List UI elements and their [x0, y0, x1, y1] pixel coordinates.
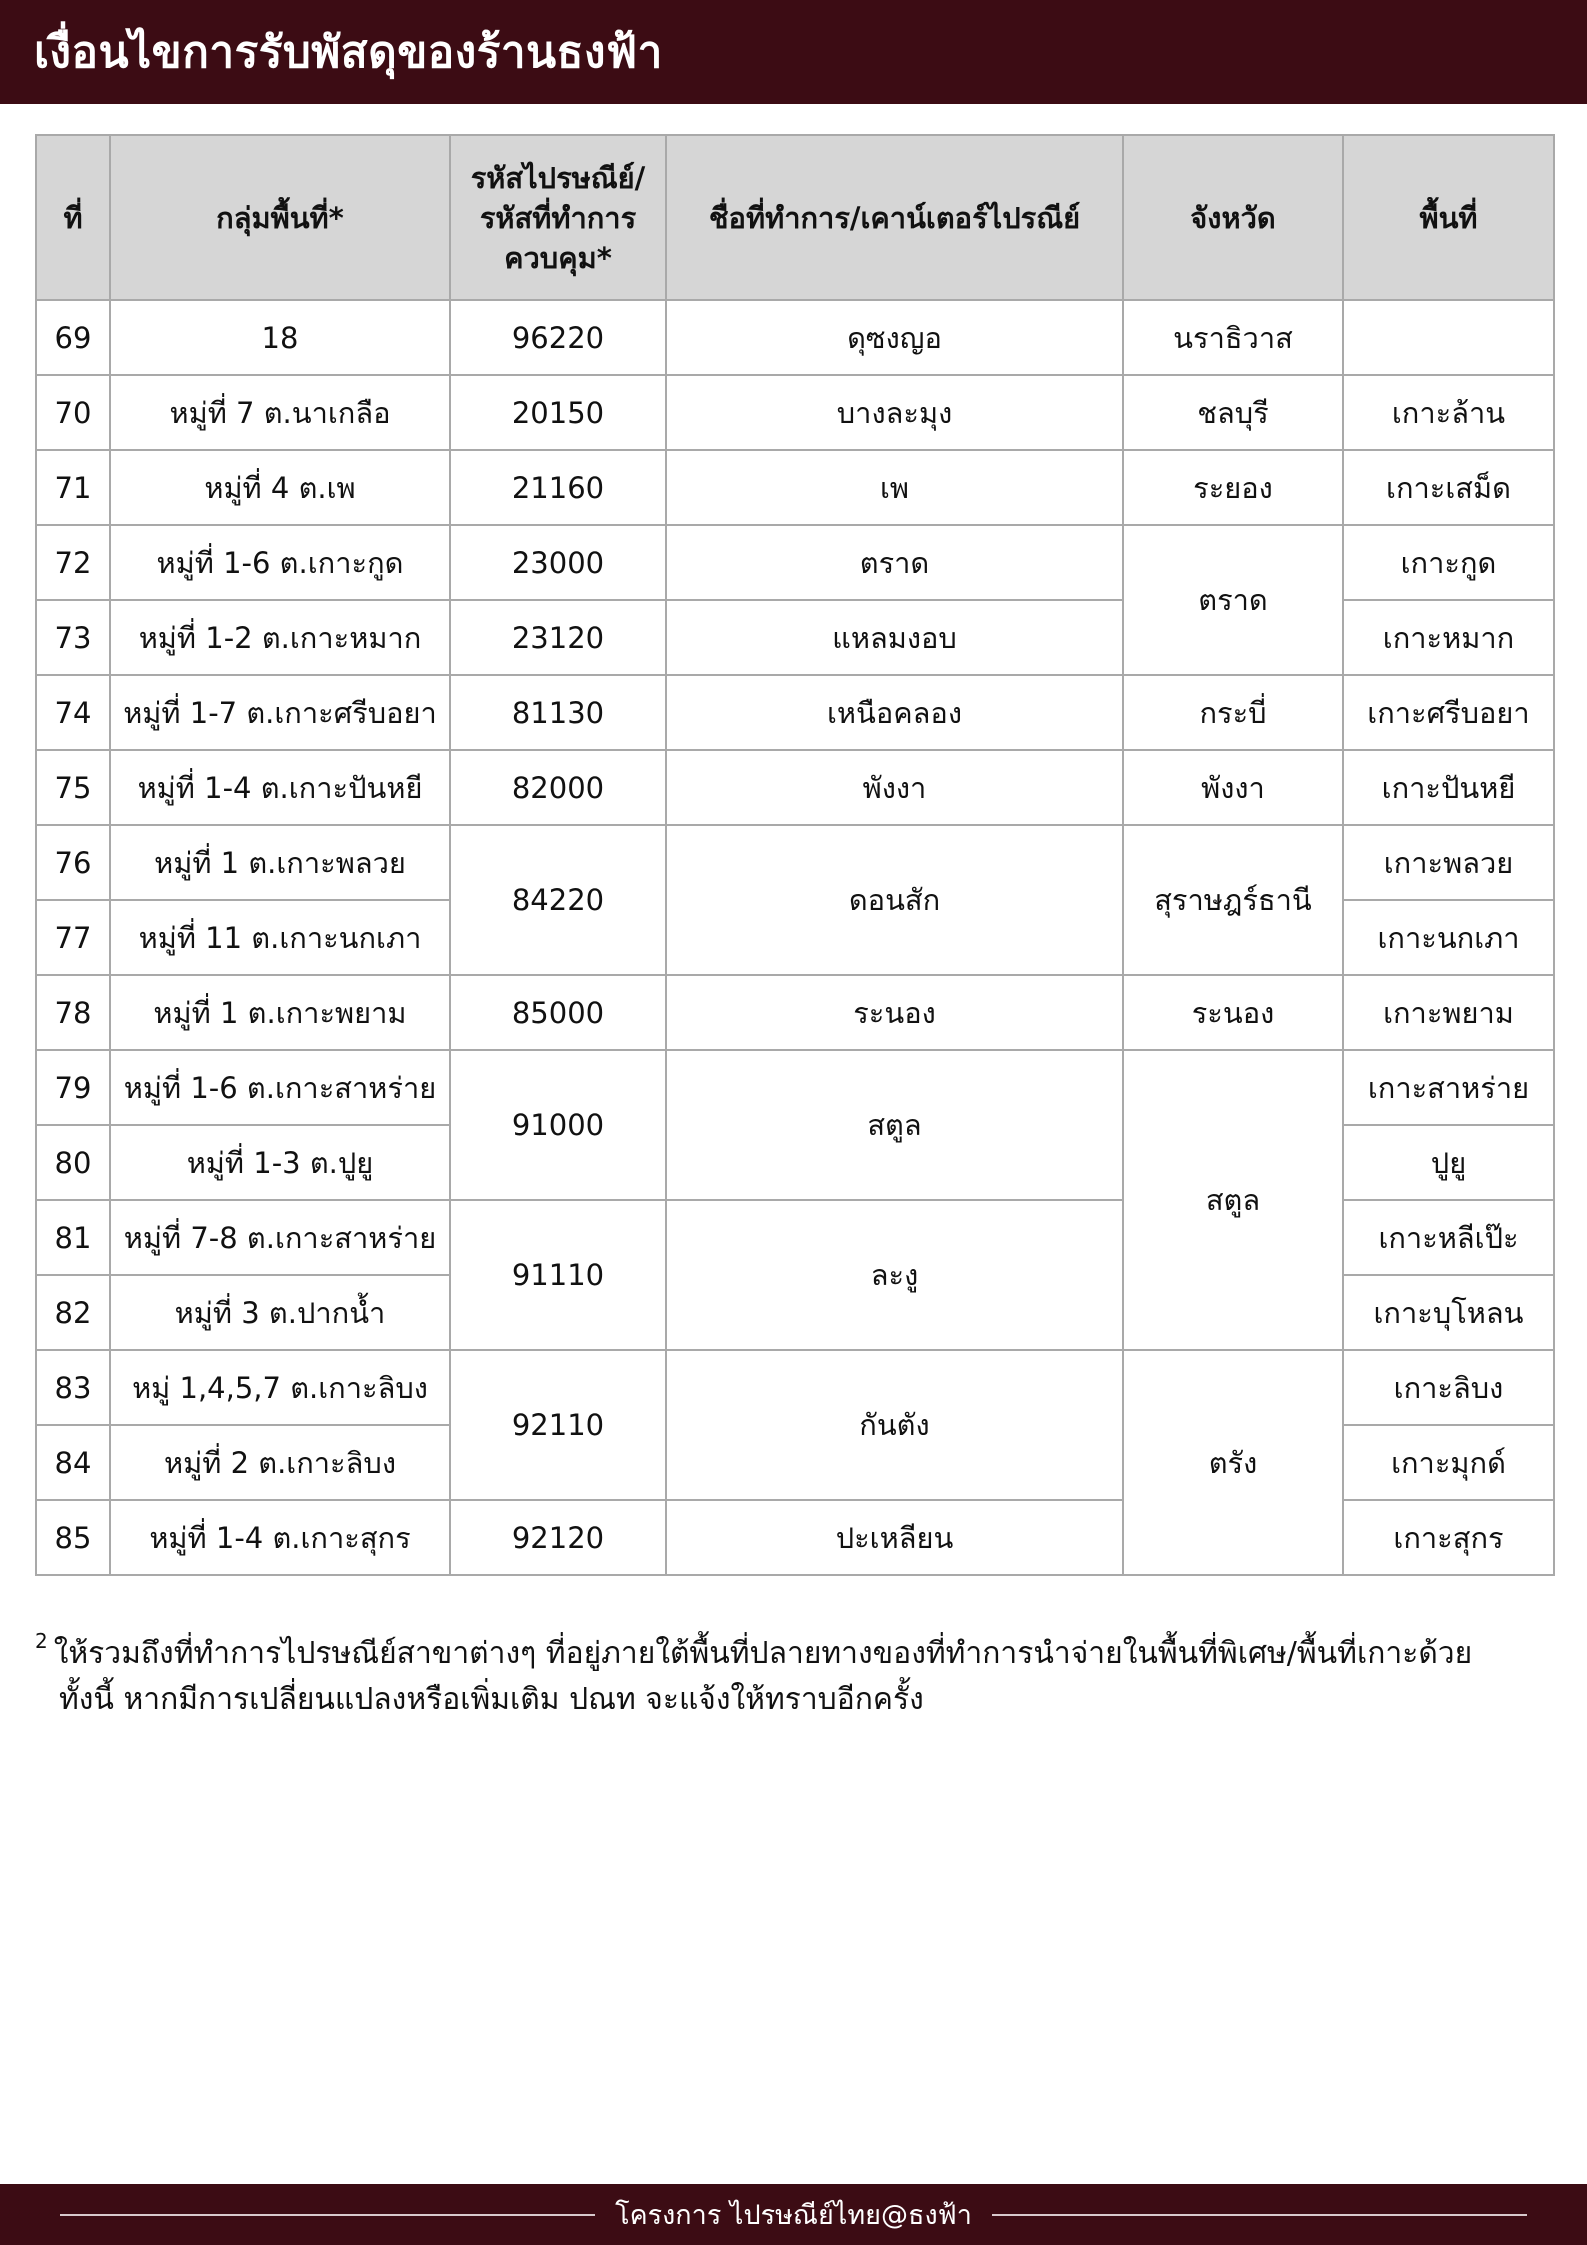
cell-province: นราธิวาส: [1123, 300, 1343, 375]
cell-postcode: 82000: [450, 750, 666, 825]
column-header-postcode: รหัสไปรษณีย์/ รหัสที่ทำการควบคุม*: [450, 135, 666, 300]
footnote-text-2: ทั้งนี้ หากมีการเปลี่ยนแปลงหรือเพิ่มเติม ปณท จะแจ้งให้ทราบอีกครั้ง: [59, 1682, 924, 1717]
cell-area: [1343, 300, 1554, 375]
cell-office: ดุซงญอ: [666, 300, 1123, 375]
cell-group: หมู่ที่ 1-6 ต.เกาะสาหร่าย: [110, 1050, 450, 1125]
cell-postcode: 20150: [450, 375, 666, 450]
cell-area: เกาะปันหยี: [1343, 750, 1554, 825]
cell-no: 85: [36, 1500, 110, 1575]
cell-area: เกาะพลวย: [1343, 825, 1554, 900]
postal-conditions-table: [35, 134, 1555, 1576]
cell-province: ตราด: [1123, 525, 1343, 675]
cell-province: ระยอง: [1123, 450, 1343, 525]
cell-office: แหลมงอบ: [666, 600, 1123, 675]
cell-province: สุราษฎร์ธานี: [1123, 825, 1343, 975]
cell-area: เกาะลิบง: [1343, 1350, 1554, 1425]
table-row: [36, 375, 1554, 450]
cell-office: พังงา: [666, 750, 1123, 825]
cell-area: เกาะล้าน: [1343, 375, 1554, 450]
cell-no: 73: [36, 600, 110, 675]
cell-group: หมู่ที่ 1-4 ต.เกาะสุกร: [110, 1500, 450, 1575]
cell-no: 80: [36, 1125, 110, 1200]
cell-office: ดอนสัก: [666, 825, 1123, 975]
cell-area: ปูยู: [1343, 1125, 1554, 1200]
cell-area: เกาะพยาม: [1343, 975, 1554, 1050]
footer-divider-right: [992, 2214, 1527, 2216]
footer-divider-left: [60, 2214, 595, 2216]
table-row: [36, 300, 1554, 375]
cell-no: 84: [36, 1425, 110, 1500]
cell-office: เพ: [666, 450, 1123, 525]
cell-office: สตูล: [666, 1050, 1123, 1200]
cell-office: ตราด: [666, 525, 1123, 600]
column-header-province: จังหวัด: [1123, 135, 1343, 300]
cell-no: 76: [36, 825, 110, 900]
table-header-row: [36, 135, 1554, 300]
cell-postcode: 85000: [450, 975, 666, 1050]
cell-group: 18: [110, 300, 450, 375]
cell-postcode: 84220: [450, 825, 666, 975]
cell-group: หมู่ที่ 7-8 ต.เกาะสาหร่าย: [110, 1200, 450, 1275]
cell-postcode: 81130: [450, 675, 666, 750]
cell-postcode: 23120: [450, 600, 666, 675]
cell-area: เกาะกูด: [1343, 525, 1554, 600]
cell-area: เกาะสุกร: [1343, 1500, 1554, 1575]
cell-no: 71: [36, 450, 110, 525]
cell-postcode: 21160: [450, 450, 666, 525]
cell-area: เกาะเสม็ด: [1343, 450, 1554, 525]
cell-postcode: 96220: [450, 300, 666, 375]
cell-no: 82: [36, 1275, 110, 1350]
cell-office: ปะเหลียน: [666, 1500, 1123, 1575]
cell-area: เกาะมุกด์: [1343, 1425, 1554, 1500]
footnote: [35, 1622, 1555, 1723]
cell-group: หมู่ที่ 4 ต.เพ: [110, 450, 450, 525]
cell-office: เหนือคลอง: [666, 675, 1123, 750]
cell-no: 70: [36, 375, 110, 450]
cell-office: กันตัง: [666, 1350, 1123, 1500]
cell-group: หมู่ที่ 1-2 ต.เกาะหมาก: [110, 600, 450, 675]
column-header-area: พื้นที่: [1343, 135, 1554, 300]
page-header: [0, 0, 1587, 104]
column-header-office: ชื่อที่ทำการ/เคาน์เตอร์ไปรณีย์: [666, 135, 1123, 300]
cell-group: หมู่ที่ 3 ต.ปากน้ำ: [110, 1275, 450, 1350]
table-row: [36, 825, 1554, 900]
cell-no: 81: [36, 1200, 110, 1275]
cell-postcode: 91110: [450, 1200, 666, 1350]
cell-area: เกาะบุโหลน: [1343, 1275, 1554, 1350]
footnote-marker: 2: [35, 1629, 48, 1653]
cell-group: หมู่ที่ 1 ต.เกาะพยาม: [110, 975, 450, 1050]
cell-no: 72: [36, 525, 110, 600]
cell-area: เกาะหลีเป๊ะ: [1343, 1200, 1554, 1275]
column-header-area-group: กลุ่มพื้นที่*: [110, 135, 450, 300]
page-footer: [0, 2184, 1587, 2245]
cell-area: เกาะหมาก: [1343, 600, 1554, 675]
table-row: [36, 975, 1554, 1050]
cell-area: เกาะสาหร่าย: [1343, 1050, 1554, 1125]
cell-province: ชลบุรี: [1123, 375, 1343, 450]
cell-province: สตูล: [1123, 1050, 1343, 1350]
cell-group: หมู่ที่ 7 ต.นาเกลือ: [110, 375, 450, 450]
cell-group: หมู่ 1,4,5,7 ต.เกาะลิบง: [110, 1350, 450, 1425]
cell-province: ตรัง: [1123, 1350, 1343, 1575]
cell-group: หมู่ที่ 1-4 ต.เกาะปันหยี: [110, 750, 450, 825]
cell-office: บางละมุง: [666, 375, 1123, 450]
cell-group: หมู่ที่ 2 ต.เกาะลิบง: [110, 1425, 450, 1500]
cell-province: ระนอง: [1123, 975, 1343, 1050]
cell-province: พังงา: [1123, 750, 1343, 825]
cell-no: 74: [36, 675, 110, 750]
cell-no: 79: [36, 1050, 110, 1125]
cell-area: เกาะศรีบอยา: [1343, 675, 1554, 750]
cell-postcode: 23000: [450, 525, 666, 600]
table-row: [36, 750, 1554, 825]
table-row: [36, 675, 1554, 750]
cell-postcode: 92120: [450, 1500, 666, 1575]
cell-group: หมู่ที่ 1 ต.เกาะพลวย: [110, 825, 450, 900]
table-row: [36, 1050, 1554, 1125]
cell-group: หมู่ที่ 1-6 ต.เกาะกูด: [110, 525, 450, 600]
table-row: [36, 525, 1554, 600]
footer-text: โครงการ ไปรษณีย์ไทย@ธงฟ้า: [615, 2200, 972, 2231]
cell-no: 77: [36, 900, 110, 975]
cell-province: กระบี่: [1123, 675, 1343, 750]
page-title: เงื่อนไขการรับพัสดุของร้านธงฟ้า: [34, 27, 663, 78]
cell-group: หมู่ที่ 11 ต.เกาะนกเภา: [110, 900, 450, 975]
cell-no: 78: [36, 975, 110, 1050]
cell-no: 69: [36, 300, 110, 375]
footnote-line-1: [35, 1622, 1555, 1677]
cell-postcode: 92110: [450, 1350, 666, 1500]
table-row: [36, 1350, 1554, 1425]
column-header-no: ที่: [36, 135, 110, 300]
cell-postcode: 91000: [450, 1050, 666, 1200]
cell-group: หมู่ที่ 1-3 ต.ปูยู: [110, 1125, 450, 1200]
table-row: [36, 450, 1554, 525]
cell-no: 83: [36, 1350, 110, 1425]
footnote-text-1: ให้รวมถึงที่ทำการไปรษณีย์สาขาต่างๆ ที่อยู่ภายใต้พื้นที่ปลายทางของที่ทำการนำจ่ายในพื้นที่พิเศษ/พื้นที่เกาะด้วย: [53, 1636, 1473, 1671]
footnote-line-2: [35, 1677, 1555, 1723]
cell-no: 75: [36, 750, 110, 825]
cell-group: หมู่ที่ 1-7 ต.เกาะศรีบอยา: [110, 675, 450, 750]
cell-office: ละงู: [666, 1200, 1123, 1350]
cell-office: ระนอง: [666, 975, 1123, 1050]
cell-area: เกาะนกเภา: [1343, 900, 1554, 975]
